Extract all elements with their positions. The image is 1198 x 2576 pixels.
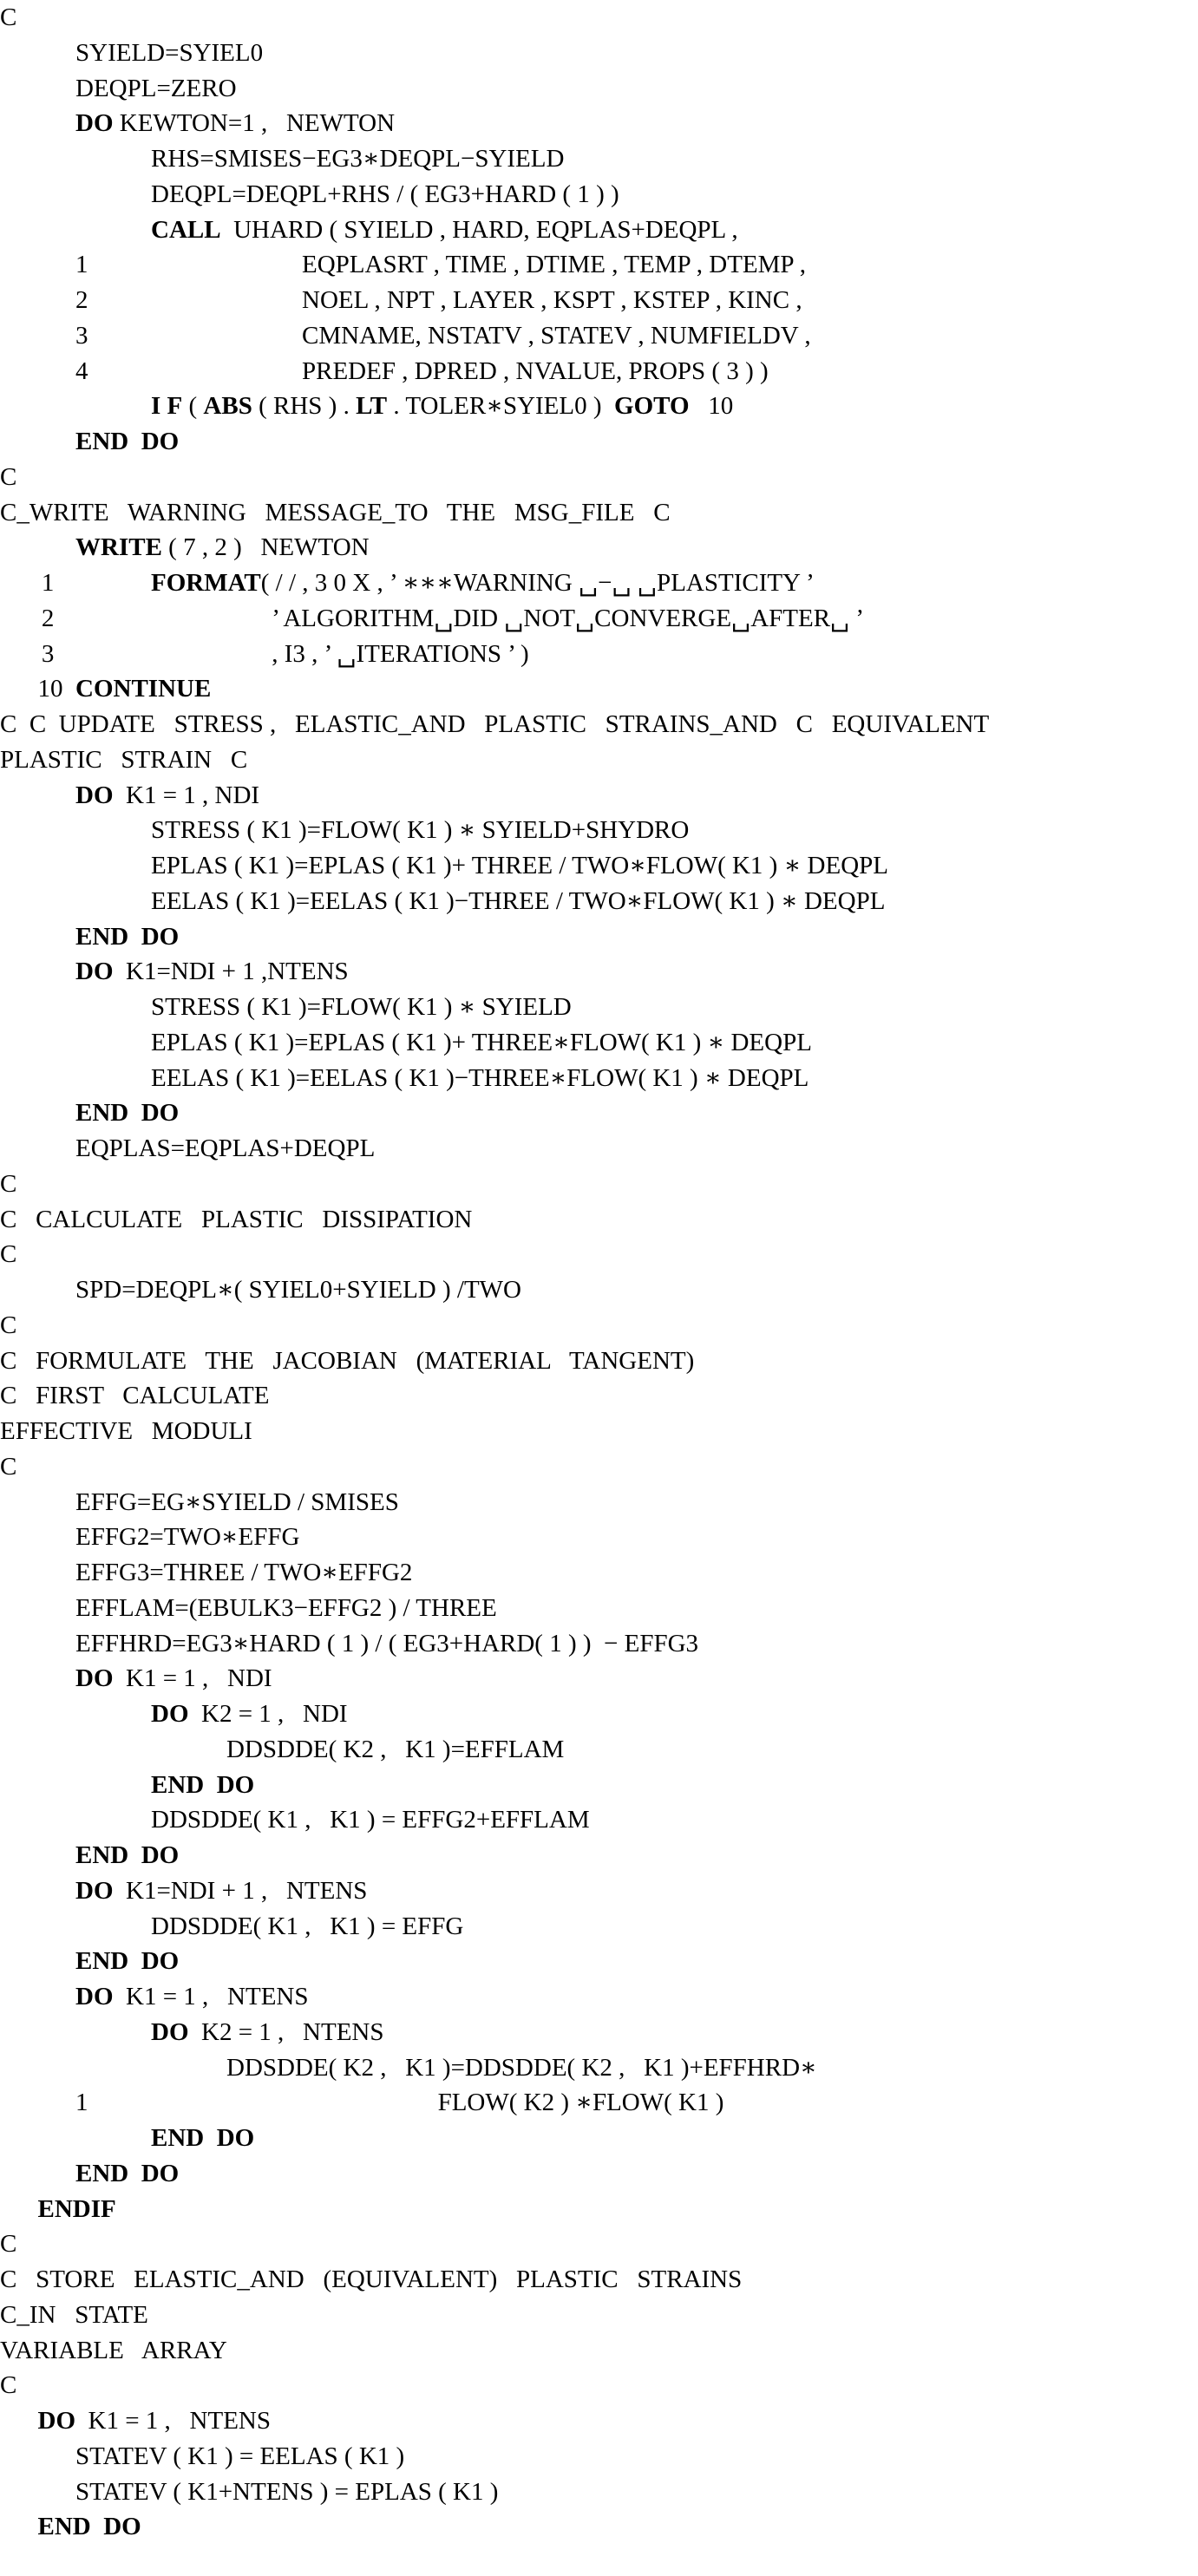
code-segment	[151, 141, 564, 177]
code-segment	[438, 2085, 724, 2121]
code-text: 1	[75, 2089, 88, 2117]
code-text: K1 = 1 , NDI	[113, 1664, 272, 1693]
code-segment	[151, 1061, 808, 1096]
code-text: C	[0, 2230, 17, 2259]
code-segment	[151, 177, 619, 212]
code-segment	[75, 1095, 179, 1131]
code-segment	[75, 954, 349, 990]
code-text: K1 = 1 , NTENS	[75, 2407, 271, 2435]
code-text: PREDEF , DPRED , NVALUE, PROPS ( 3 ) )	[302, 356, 769, 385]
keyword: DO	[75, 1983, 114, 2010]
code-segment	[75, 1555, 412, 1591]
code-text: , I3 , ’ ␣ITERATIONS ’ )	[272, 639, 529, 668]
code-segment	[0, 1167, 16, 1202]
code-text: 3	[75, 321, 88, 350]
code-text: NOEL , NPT , LAYER , KSPT , KSTEP , KINC ,	[302, 286, 802, 314]
code-segment	[75, 36, 263, 71]
keyword: FORMAT	[151, 569, 261, 597]
keyword: END DO	[75, 1099, 180, 1128]
code-segment	[302, 283, 802, 318]
code-text: EFFHRD=EG3∗HARD ( 1 ) / ( EG3+HARD( 1 ) ) − EFFG3	[75, 1629, 699, 1657]
code-text: PLASTIC STRAIN C	[0, 745, 248, 774]
code-text: EPLAS ( K1 )=EPLAS ( K1 )+ THREE / TWO∗FLOW( K1 ) ∗ DEQPL	[151, 852, 888, 879]
code-text: UHARD ( SYIELD , HARD, EQPLAS+DEQPL ,	[220, 215, 738, 244]
code-segment	[151, 1909, 463, 1945]
code-text: EELAS ( K1 )=EELAS ( K1 )−THREE / TWO∗FLOW( K1 ) ∗ DEQPL	[151, 886, 886, 915]
code-segment	[0, 1202, 472, 1238]
code-segment	[75, 318, 88, 354]
code-text: STATEV ( K1+NTENS ) = EPLAS ( K1 )	[75, 2477, 499, 2506]
code-text: ( 7 , 2 ) NEWTON	[161, 533, 370, 562]
keyword: DO	[75, 1876, 114, 1905]
code-segment	[38, 671, 63, 707]
code-text: RHS=SMISES−EG3∗DEQPL−SYIELD	[151, 145, 565, 173]
code-segment	[75, 1272, 521, 1308]
code-segment	[75, 71, 237, 107]
code-text: K1 = 1 , NTENS	[113, 1983, 309, 2010]
code-segment	[75, 2439, 404, 2475]
code-segment	[0, 2226, 16, 2262]
keyword: END DO	[75, 2159, 180, 2187]
keyword: DO	[151, 1700, 189, 1728]
code-segment	[38, 2192, 116, 2227]
keyword: END DO	[75, 428, 180, 455]
code-text: 4	[75, 356, 88, 385]
code-segment	[151, 212, 738, 248]
code-text: EELAS ( K1 )=EELAS ( K1 )−THREE∗FLOW( K1 ) ∗ DEQPL	[151, 1063, 809, 1092]
code-text: 1	[41, 569, 55, 597]
code-segment	[75, 1873, 367, 1909]
code-text: C	[0, 1452, 17, 1481]
code-segment	[151, 1697, 348, 1732]
code-text: EQPLAS=EQPLAS+DEQPL	[75, 1134, 376, 1162]
code-segment	[151, 884, 885, 919]
code-text: DEQPL=ZERO	[75, 74, 237, 102]
keyword: END DO	[151, 1770, 255, 1799]
code-segment	[75, 2475, 498, 2510]
code-segment	[38, 2509, 141, 2545]
code-segment	[0, 495, 671, 531]
code-text: C	[0, 462, 17, 491]
code-segment	[0, 1237, 16, 1272]
code-text: C FORMULATE THE JACOBIAN (MATERIAL TANGENT)	[0, 1346, 695, 1375]
code-segment	[42, 566, 55, 601]
code-text: VARIABLE ARRAY	[0, 2336, 227, 2364]
code-segment	[75, 1131, 375, 1167]
code-segment	[151, 566, 815, 601]
code-text: STATEV ( K1 ) = EELAS ( K1 )	[75, 2442, 405, 2470]
keyword: ENDIF	[37, 2194, 116, 2223]
code-segment	[0, 2298, 148, 2333]
code-text: C_WRITE WARNING MESSAGE_TO THE MSG_FILE C	[0, 498, 671, 526]
code-segment	[75, 1838, 179, 1873]
code-segment	[272, 601, 864, 637]
code-segment	[302, 318, 811, 354]
code-text: K2 = 1 , NTENS	[188, 2017, 384, 2046]
code-segment	[272, 637, 529, 672]
code-segment	[151, 2015, 384, 2050]
keyword: END DO	[75, 1841, 180, 1869]
code-segment	[226, 2050, 817, 2086]
code-text: K2 = 1 , NDI	[188, 1700, 348, 1728]
code-segment	[75, 1661, 272, 1697]
code-segment	[151, 990, 572, 1025]
code-segment	[75, 1979, 309, 2015]
code-segment	[0, 1449, 16, 1485]
keyword: DO	[75, 781, 114, 809]
code-segment	[75, 354, 88, 389]
code-text: C	[0, 1240, 17, 1269]
code-segment	[38, 2403, 272, 2439]
keyword: DO	[75, 958, 114, 986]
code-segment	[75, 1626, 698, 1662]
code-text: C STORE ELASTIC_AND (EQUIVALENT) PLASTIC STRAINS	[0, 2265, 743, 2293]
code-text: C	[0, 2371, 17, 2400]
code-text: EPLAS ( K1 )=EPLAS ( K1 )+ THREE∗FLOW( K1 ) ∗ DEQPL	[151, 1028, 812, 1056]
code-segment	[0, 1378, 269, 1414]
code-text: C C UPDATE STRESS , ELASTIC_AND PLASTIC STRAINS_AND C EQUIVALENT	[0, 710, 990, 738]
code-text: ( / / , 3 0 X , ’ ∗∗∗WARNING ␣−␣ ␣PLASTICITY ’	[260, 569, 815, 597]
code-text: K1=NDI + 1 , NTENS	[113, 1876, 368, 1905]
code-text: 2	[75, 286, 88, 314]
code-segment	[0, 2368, 16, 2403]
code-text: C FIRST CALCULATE	[0, 1382, 270, 1410]
code-segment	[75, 1591, 497, 1626]
code-text: 2	[41, 604, 55, 632]
code-segment	[75, 778, 259, 814]
code-segment	[42, 637, 55, 672]
code-segment	[75, 106, 395, 141]
code-segment	[75, 1944, 179, 1979]
code-segment	[0, 2333, 227, 2369]
keyword: DO	[37, 2407, 75, 2435]
code-segment	[75, 671, 211, 707]
keyword: END DO	[37, 2513, 141, 2541]
code-segment	[151, 848, 888, 884]
keyword: DO	[151, 2017, 189, 2046]
code-segment	[302, 354, 769, 389]
code-segment	[42, 601, 55, 637]
code-text: DDSDDE( K2 , K1 )=EFFLAM	[226, 1735, 565, 1763]
code-text: DDSDDE( K1 , K1 ) = EFFG	[151, 1912, 464, 1940]
code-text: EFFG=EG∗SYIELD / SMISES	[75, 1487, 399, 1516]
code-text: STRESS ( K1 )=FLOW( K1 ) ∗ SYIELD	[151, 993, 572, 1021]
code-text: K1 = 1 , NDI	[113, 781, 260, 809]
keyword: CONTINUE	[75, 675, 212, 703]
code-segment	[226, 1732, 564, 1768]
code-segment	[75, 1485, 399, 1520]
code-text: DEQPL=DEQPL+RHS / ( EG3+HARD ( 1 ) )	[151, 180, 619, 208]
code-segment	[75, 2085, 88, 2121]
code-segment	[0, 2262, 742, 2298]
code-segment	[0, 1414, 252, 1449]
code-text: C	[0, 1311, 17, 1339]
code-segment	[75, 283, 88, 318]
code-segment	[151, 2121, 254, 2156]
keyword: END DO	[75, 1947, 180, 1976]
code-text: SYIELD=SYIEL0	[75, 38, 264, 67]
code-segment	[151, 1802, 590, 1838]
code-text: EFFECTIVE MODULI	[0, 1417, 252, 1445]
code-segment	[0, 1344, 694, 1379]
code-text: EQPLASRT , TIME , DTIME , TEMP , DTEMP ,	[302, 251, 806, 279]
keyword: DO	[75, 1664, 114, 1693]
keyword: CALL	[151, 215, 221, 244]
code-segment	[75, 530, 370, 566]
code-segment	[75, 919, 179, 955]
code-text: FLOW( K2 ) ∗FLOW( K1 )	[437, 2089, 724, 2117]
code-text: K1=NDI + 1 ,NTENS	[113, 958, 349, 986]
code-text: EFFLAM=(EBULK3−EFFG2 ) / THREE	[75, 1593, 497, 1622]
code-text: 10	[37, 675, 63, 703]
code-segment	[0, 707, 989, 742]
code-text: EFFG3=THREE / TWO∗EFFG2	[75, 1559, 413, 1586]
code-text: C CALCULATE PLASTIC DISSIPATION	[0, 1205, 473, 1233]
code-text: 3	[41, 639, 55, 668]
keyword: END DO	[151, 2124, 255, 2152]
code-segment	[0, 742, 247, 778]
code-segment	[75, 247, 88, 283]
code-text: EFFG2=TWO∗EFFG	[75, 1523, 300, 1552]
code-segment: I F ( ABS ( RHS ) . LT . TOLER∗SYIEL0 ) GOTO 10	[151, 392, 734, 421]
code-text: SPD=DEQPL∗( SYIEL0+SYIELD ) /TWO	[75, 1276, 521, 1304]
code-text: DDSDDE( K2 , K1 )=DDSDDE( K2 , K1 )+EFFHRD∗	[226, 2053, 817, 2082]
code-segment	[151, 813, 689, 848]
keyword: END DO	[75, 922, 180, 951]
code-segment	[0, 460, 16, 495]
code-text: C_IN STATE	[0, 2300, 148, 2329]
code-segment	[75, 1520, 299, 1555]
code-segment	[0, 1308, 16, 1344]
code-text: KEWTON=1 , NEWTON	[113, 109, 396, 138]
code-segment	[302, 247, 806, 283]
code-text: STRESS ( K1 )=FLOW( K1 ) ∗ SYIELD+SHYDRO	[151, 816, 690, 845]
code-segment	[75, 2156, 179, 2192]
code-segment	[151, 1025, 812, 1061]
code-text: C	[0, 3, 17, 31]
code-segment	[0, 0, 16, 36]
code-text: CMNAME, NSTATV , STATEV , NUMFIELDV ,	[302, 321, 811, 350]
code-segment	[75, 424, 179, 460]
code-text: DDSDDE( K1 , K1 ) = EFFG2+EFFLAM	[151, 1806, 590, 1834]
code-text: 1	[75, 251, 88, 279]
code-text: ’ ALGORITHM␣DID ␣NOT␣CONVERGE␣AFTER␣ ’	[272, 604, 865, 632]
keyword: WRITE	[75, 533, 162, 562]
keyword: DO	[75, 109, 114, 138]
code-text: C	[0, 1169, 17, 1198]
code-segment	[151, 1768, 254, 1803]
